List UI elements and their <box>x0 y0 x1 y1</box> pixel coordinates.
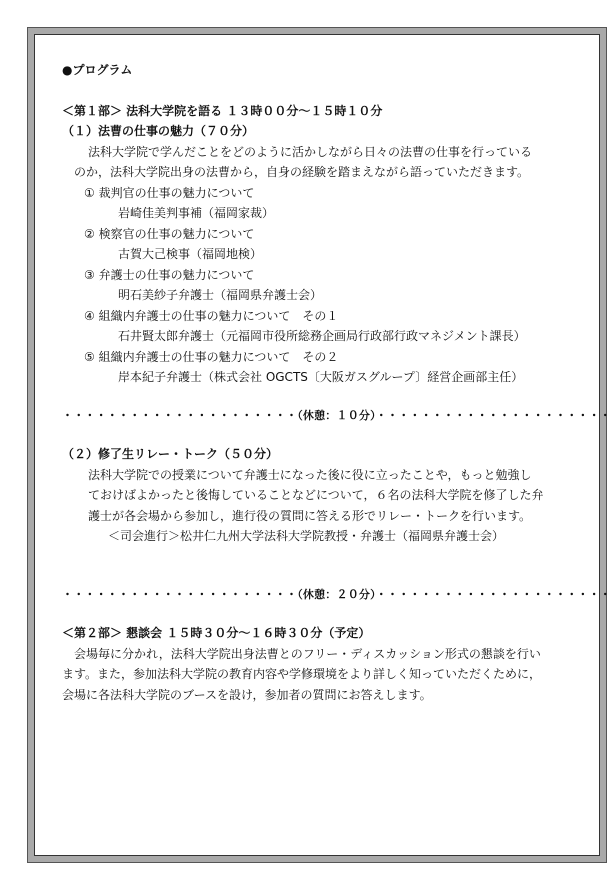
break-10min: ・・・・・・・・・・・・・・・・・・・・・（休憩：１０分）・・・・・・・・・・・・・・・・・・・・・ <box>62 408 611 422</box>
document-content <box>62 60 611 705</box>
sec2-moderator: ＜司会進行＞松井仁九州大学法科大学院教授・弁護士（福岡県弁護士会） <box>108 529 505 543</box>
item4-topic: ④ 組織内弁護士の仕事の魅力について その１ <box>84 308 339 323</box>
part2-heading: ＜第２部＞ 懇談会 １５時３０分～１６時３０分（予定） <box>62 626 371 640</box>
part2-desc-line1: 会場毎に分かれ，法科大学院出身法曹とのフリー・ディスカッション形式の懇談を行い <box>74 646 541 661</box>
item2-topic: ② 検察官の仕事の魅力について <box>84 226 255 241</box>
program-title: ●プログラム <box>62 63 133 77</box>
sec2-title: （２）修了生リレー・トーク（５０分） <box>62 447 279 461</box>
item5-topic: ⑤ 組織内弁護士の仕事の魅力について その２ <box>84 349 339 364</box>
item1-topic: ① 裁判官の仕事の魅力について <box>84 185 255 200</box>
sec2-desc-line1: 法科大学院での授業について弁護士になった後に役に立ったことや，もっと勉強し <box>88 467 532 482</box>
part1-heading: ＜第１部＞ 法科大学院を語る １３時００分～１５時１０分 <box>62 103 383 118</box>
item3-topic: ③ 弁護士の仕事の魅力について <box>84 267 255 282</box>
item1-speaker: 岩崎佳美判事補（福岡家裁） <box>118 206 275 220</box>
part2-desc-line2: ます。また，参加法科大学院の教育内容や学修環境をより詳しく知っていただくために， <box>62 667 542 681</box>
sec2-desc-line3: 護士が各会場から参加し，進行役の質問に答える形でリレー・トークを行います。 <box>88 508 532 523</box>
item2-speaker: 古賀大己検事（福岡地検） <box>118 247 263 261</box>
sec1-title: （１）法曹の仕事の魅力（７０分） <box>62 124 255 138</box>
item4-speaker: 石井賢太郎弁護士（元福岡市役所総務企画局行政部行政マネジメント課長） <box>118 329 526 343</box>
break-20min: ・・・・・・・・・・・・・・・・・・・・・（休憩：２０分）・・・・・・・・・・・・・・・・・・・・・ <box>62 587 611 601</box>
sec2-desc-line2: ておけばよかったと後悔していることなどについて，６名の法科大学院を修了した弁 <box>88 488 544 502</box>
sec1-desc-line2: のか，法科大学院出身の法曹から，自身の経験を踏まえながら語っていただきます。 <box>74 165 530 179</box>
item5-speaker: 岸本紀子弁護士（株式会社 OGCTS〔大阪ガスグループ〕経営企画部主任） <box>118 370 524 384</box>
item3-speaker: 明石美紗子弁護士（福岡県弁護士会） <box>118 288 323 302</box>
sec1-desc-line1: 法科大学院で学んだことをどのように活かしながら日々の法曹の仕事を行っている <box>88 144 533 159</box>
part2-desc-line3: 会場に各法科大学院のブースを設け，参加者の質問にお答えします。 <box>62 687 432 702</box>
